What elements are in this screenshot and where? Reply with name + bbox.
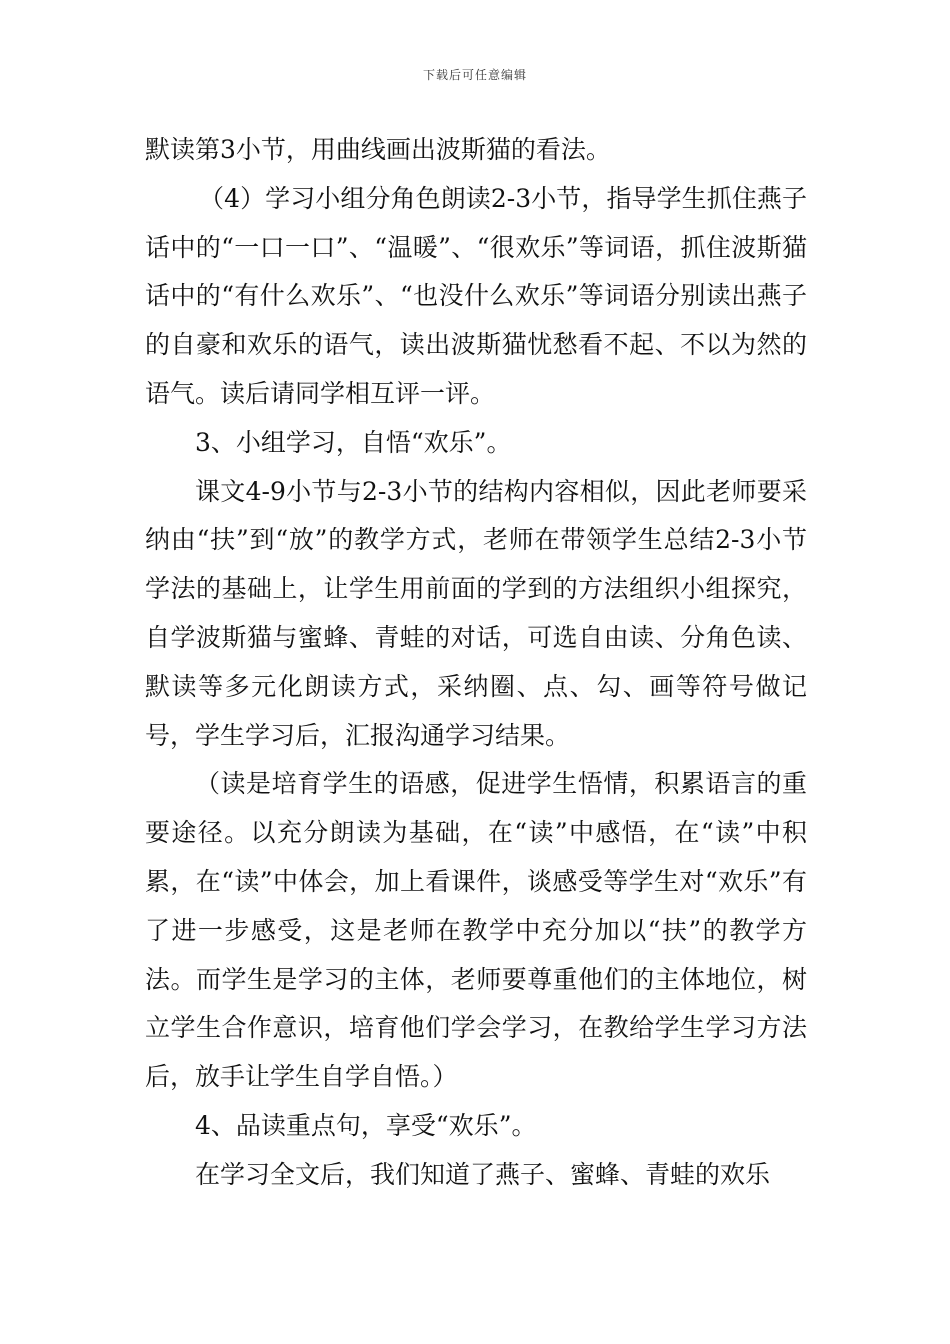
heading-group-study: 3、小组学习，自悟“欢乐”。 — [195, 427, 512, 457]
paragraph-step-4: （4）学习小组分角色朗读2-3小节，指导学生抓住燕子话中的“一口一口”、“温暖”、“很欢乐”等词语，抓住波斯猫话中的“有什么欢乐”、“也没什么欢乐”等词语分别读出燕子的自豪和欢乐的语气，读出波斯猫忧愁看不起、不以为然的语气。读后请同学相互评一评。 — [145, 183, 807, 408]
page-header: 下载后可任意编辑 — [422, 68, 527, 82]
heading-key-sentences: 4、品读重点句，享受“欢乐”。 — [195, 1110, 537, 1140]
paragraph-reading-note: （读是培育学生的语感，促进学生悟情，积累语言的重要途径。以充分朗读为基础，在“读”中感悟，在“读”中积累，在“读”中体会，加上看课件，谈感受等学生对“欢乐”有了进一步感受，这是老师在教学中充分加以“扶”的教学方法。而学生是学习的主体，老师要尊重他们的主体地位，树立学生合作意识，培育他们学会学习，在教给学生学习方法后，放手让学生自学自悟。） — [145, 769, 807, 1092]
paragraph-key-sentences: 在学习全文后，我们知道了燕子、蜜蜂、青蛙的欢乐 — [195, 1159, 771, 1189]
paragraph-group-study: 课文4-9小节与2-3小节的结构内容相似，因此老师要采纳由“扶”到“放”的教学方式，老师在带领学生总结2-3小节学法的基础上，让学生用前面的学到的方法组织小组探究，自学波斯猫与蜜蜂、青蛙的对话，可选自由读、分角色读、默读等多元化朗读方式，采纳圈、点、勾、画等符号做记号，学生学习后，汇报沟通学习结果。 — [145, 476, 807, 750]
paragraph-continuation: 默读第3小节，用曲线画出波斯猫的看法。 — [145, 135, 611, 164]
document-body — [145, 126, 807, 1200]
